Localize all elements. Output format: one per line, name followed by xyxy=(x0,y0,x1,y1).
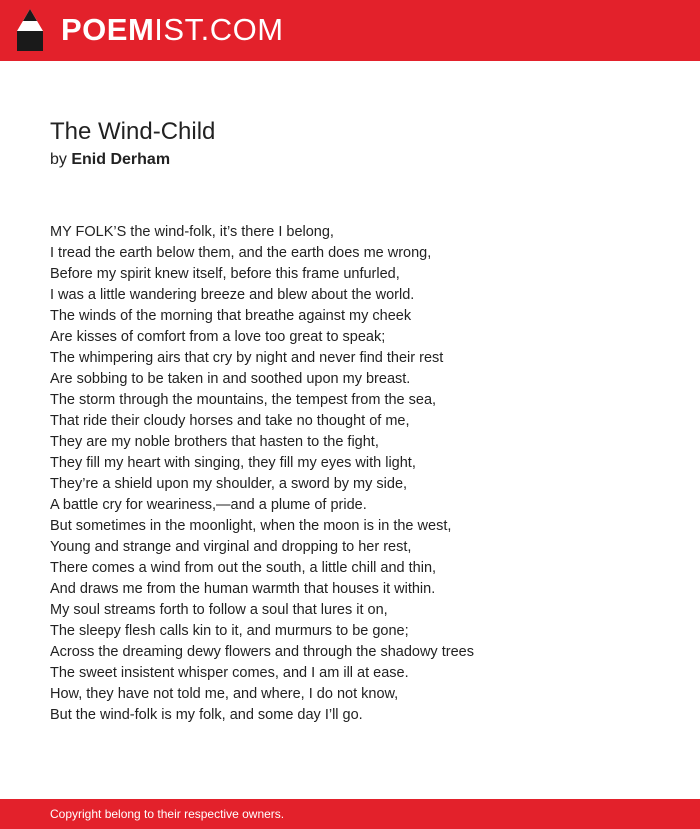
poem-line: But sometimes in the moonlight, when the moon is in the west, xyxy=(50,518,452,534)
poem-line: MY FOLK’S the wind-folk, it’s there I belong, xyxy=(50,224,334,240)
byline-label: by xyxy=(50,151,67,168)
poem-line: The sweet insistent whisper comes, and I am ill at ease. xyxy=(50,665,409,681)
poem-line: How, they have not told me, and where, I do not know, xyxy=(50,686,399,702)
poem-line: They are my noble brothers that hasten to the fight, xyxy=(50,434,379,450)
poem-line: The whimpering airs that cry by night and never find their rest xyxy=(50,350,444,366)
poem-line: That ride their cloudy horses and take no thought of me, xyxy=(50,413,410,429)
poem-line: The winds of the morning that breathe against my cheek xyxy=(50,308,412,324)
poem-line: The sleepy flesh calls kin to it, and murmurs to be gone; xyxy=(50,623,409,639)
poem-line: Are kisses of comfort from a love too great to speak; xyxy=(50,329,386,345)
poem-title: The Wind-Child xyxy=(50,118,216,145)
logo-text-light: IST.COM xyxy=(154,12,284,47)
logo-text xyxy=(61,9,284,51)
poem-line: A battle cry for weariness,—and a plume of pride. xyxy=(50,497,367,513)
poem-line: Are sobbing to be taken in and soothed upon my breast. xyxy=(50,371,411,387)
poem-line: My soul streams forth to follow a soul that lures it on, xyxy=(50,602,388,618)
poem-line: There comes a wind from out the south, a little chill and thin, xyxy=(50,560,437,576)
poem-line: The storm through the mountains, the tempest from the sea, xyxy=(50,392,437,408)
copyright-notice: Copyright belong to their respective owners. xyxy=(50,807,285,821)
poem-line: And draws me from the human warmth that houses it within. xyxy=(50,581,436,597)
logo-text-bold: POEM xyxy=(61,12,155,47)
poem-line: They’re a shield upon my shoulder, a sword by my side, xyxy=(50,476,408,492)
site-logo[interactable] xyxy=(17,9,284,51)
poem-line: But the wind-folk is my folk, and some day I’ll go. xyxy=(50,707,363,723)
poem-line: Young and strange and virginal and dropping to her rest, xyxy=(50,539,412,555)
poem-line: They fill my heart with singing, they fill my eyes with light, xyxy=(50,455,416,471)
poem-content xyxy=(50,116,670,726)
poem-body xyxy=(50,222,670,726)
site-header xyxy=(0,0,700,61)
pencil-tip-icon xyxy=(17,9,43,51)
poem-line: Across the dreaming dewy flowers and through the shadowy trees xyxy=(50,644,474,660)
poem-line: I was a little wandering breeze and blew about the world. xyxy=(50,287,415,303)
poem-author: Enid Derham xyxy=(71,151,171,168)
poem-line: Before my spirit knew itself, before this frame unfurled, xyxy=(50,266,400,282)
poem-byline xyxy=(50,149,670,171)
site-footer xyxy=(0,799,700,829)
poem-line: I tread the earth below them, and the earth does me wrong, xyxy=(50,245,432,261)
